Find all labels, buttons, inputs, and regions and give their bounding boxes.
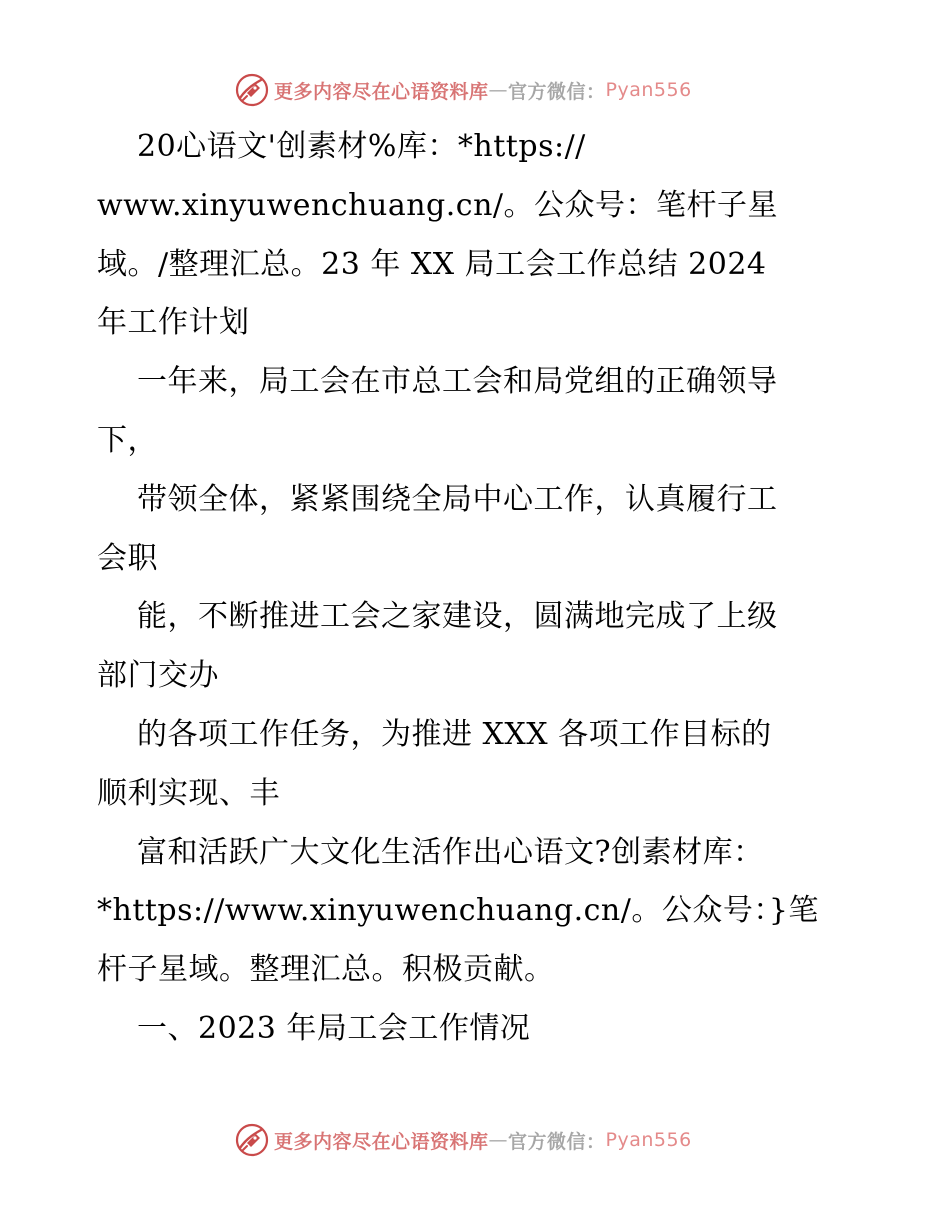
- pen-nib-logo-icon: [234, 72, 270, 108]
- banner-brand-text: 更多内容尽在心语资料库: [274, 1130, 489, 1153]
- document-body: [97, 118, 867, 1059]
- header-banner: [0, 70, 950, 110]
- section-heading: 一、2023 年局工会工作情况: [137, 1010, 531, 1046]
- body-line: 杆子星域。整理汇总。积极贡献。: [97, 952, 555, 988]
- body-line: 的各项工作任务，为推进 XXX 各项工作目标的: [137, 716, 772, 752]
- banner-brand-text: 更多内容尽在心语资料库: [274, 80, 489, 103]
- body-line: 20心语文'创素材%库：*https://: [137, 129, 586, 164]
- body-line: www.xinyuwenchuang.cn/。公众号：笔杆子星: [97, 187, 778, 223]
- body-line: 顺利实现、丰: [97, 775, 280, 811]
- body-line: 富和活跃广大文化生活作出心语文?创素材库：: [137, 834, 764, 870]
- body-line: 年工作计划: [97, 305, 250, 341]
- banner-dash: —: [488, 79, 509, 101]
- banner-content: [234, 70, 692, 110]
- banner-content: [234, 1120, 692, 1160]
- banner-wechat-label: 官方微信：: [508, 1130, 606, 1153]
- banner-wechat-label: 官方微信：: [508, 80, 606, 103]
- banner-wechat-id: Pyan556: [605, 1129, 692, 1151]
- body-line: 会职: [97, 540, 158, 576]
- body-line: 能，不断推进工会之家建设，圆满地完成了上级: [137, 599, 778, 635]
- banner-wechat-id: Pyan556: [605, 79, 692, 101]
- body-line: 部门交办: [97, 658, 219, 694]
- body-line: 下，: [97, 422, 158, 458]
- pen-nib-logo-icon: [234, 1122, 270, 1158]
- body-line: 域。/整理汇总。23 年 XX 局工会工作总结 2024: [97, 246, 767, 282]
- banner-dash: —: [488, 1129, 509, 1151]
- body-line: 带领全体，紧紧围绕全局中心工作，认真履行工: [137, 481, 778, 517]
- body-line: *https://www.xinyuwenchuang.cn/。公众号：}笔: [97, 893, 819, 929]
- body-line: 一年来，局工会在市总工会和局党组的正确领导: [137, 364, 778, 400]
- footer-banner: [0, 1120, 950, 1160]
